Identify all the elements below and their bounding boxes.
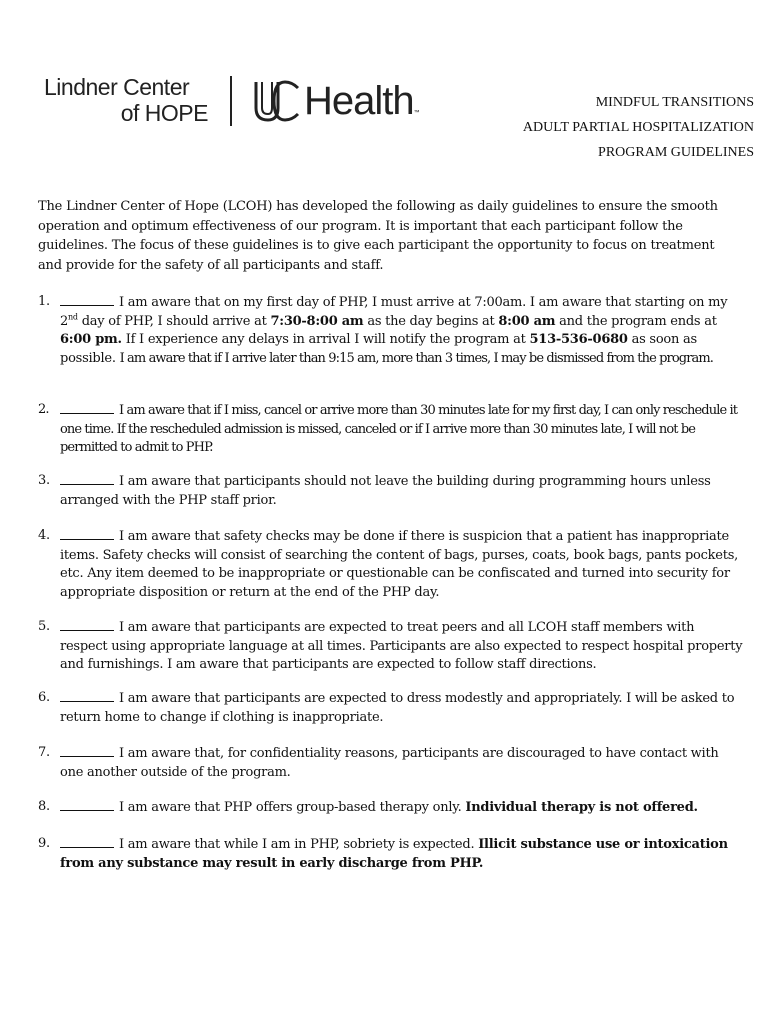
guideline-item-5 (38, 618, 744, 675)
guideline-item-8 (38, 798, 744, 818)
item-text: I am aware that participants are expected to treat peers and all LCOH staff members with respect using appropriate language at all times. Participants are also expected to respect hospital property and furnishings. I am aware that participants are expected to follow staff directions. (60, 620, 743, 672)
item-text: I am aware that if I miss, cancel or arrive more than 30 minutes late for my first day, I can only reschedule it one time. If the rescheduled admission is missed, canceled or if I arrive more than 30 minutes late, I will not be permitted to admit to PHP. (60, 403, 738, 455)
bold-statement: Illicit substance use or intoxication from any substance may result in early discharge from PHP. (60, 837, 728, 871)
item-text: I am aware that participants are expected to dress modestly and appropriately. I will be asked to return home to change if clothing is inappropriate. (60, 691, 735, 725)
item-number: 2. (38, 402, 49, 417)
logo-line-2: of HOPE (120, 100, 208, 126)
intro-paragraph: The Lindner Center of Hope (LCOH) has developed the following as daily guidelines to ensure the smooth operation and optimum effectiveness of our program. It is important that each participant follow the guidelines. The focus of these guidelines is to give each participant the opportunity to focus on treatment and provide for the safety of all participants and staff. (38, 199, 718, 273)
initials-blank[interactable] (60, 618, 114, 631)
item-text: I am aware that, for confidentiality reasons, participants are discouraged to have contact with one another outside of the program. (60, 746, 719, 780)
initials-blank[interactable] (60, 527, 114, 540)
item-text: I am aware that participants should not leave the building during programming hours unless arranged with the PHP staff prior. (60, 474, 711, 508)
initials-blank[interactable] (60, 401, 114, 414)
item-number: 4. (38, 528, 50, 543)
guideline-item-6 (38, 689, 744, 727)
initials-blank[interactable] (60, 293, 114, 306)
logo-line-1: Lindner Center (44, 74, 190, 100)
guideline-item-2 (38, 401, 744, 458)
program-titles (523, 90, 754, 165)
item-number: 3. (38, 473, 50, 488)
guideline-item-9 (38, 835, 744, 873)
title-line-3: PROGRAM GUIDELINES (598, 145, 754, 160)
item-number: 7. (38, 745, 50, 760)
health-wordmark: Health (304, 79, 414, 123)
uc-health-logo (252, 76, 420, 126)
logo-divider (230, 76, 232, 126)
initials-blank[interactable] (60, 744, 114, 757)
initials-blank[interactable] (60, 689, 114, 702)
item-number: 1. (38, 294, 50, 309)
lindner-center-logo (44, 74, 208, 126)
title-line-1: MINDFUL TRANSITIONS (595, 95, 754, 110)
item-number: 5. (38, 619, 50, 634)
item-number: 6. (38, 690, 50, 705)
initials-blank[interactable] (60, 835, 114, 848)
title-line-2: ADULT PARTIAL HOSPITALIZATION (522, 120, 754, 135)
bold-statement: Individual therapy is not offered. (465, 800, 698, 815)
guideline-item-4 (38, 527, 744, 602)
item-text: I am aware that on my first day of PHP, I must arrive at 7:00am. I am aware that starting on my 2nd day of PHP, I should arrive at 7:30-8:00 am as the day begins at 8:00 am and the program ends at 6:00 pm. If I experience any delays in arrival I will notify the program at 513-536-0680 as soon as possible. I am aware that if I arrive later than 9:15 am, more than 3 times, I may be dismissed from the program. (60, 295, 728, 366)
item-text: I am aware that while I am in PHP, sobriety is expected. Illicit substance use or intoxication from any substance may result in early discharge from PHP. (60, 837, 728, 871)
document-header (0, 0, 770, 170)
initials-blank[interactable] (60, 472, 114, 485)
initials-blank[interactable] (60, 798, 114, 811)
item-number: 9. (38, 836, 50, 851)
uc-monogram-icon (252, 78, 300, 124)
guideline-item-3 (38, 472, 744, 510)
guideline-item-7 (38, 744, 744, 782)
guideline-item-1 (38, 293, 744, 368)
item-text: I am aware that safety checks may be done if there is suspicion that a patient has inappropriate items. Safety checks will consist of searching the content of bags, purses, coats, book bags, pants pockets, etc. Any item deemed to be inappropriate or questionable can be confiscated and turned into security for appropriate disposition or return at the end of the PHP day. (60, 529, 739, 600)
item-number: 8. (38, 799, 50, 814)
trademark-symbol: ™ (413, 110, 420, 116)
item-text: I am aware that PHP offers group-based therapy only. Individual therapy is not offered. (60, 798, 744, 818)
